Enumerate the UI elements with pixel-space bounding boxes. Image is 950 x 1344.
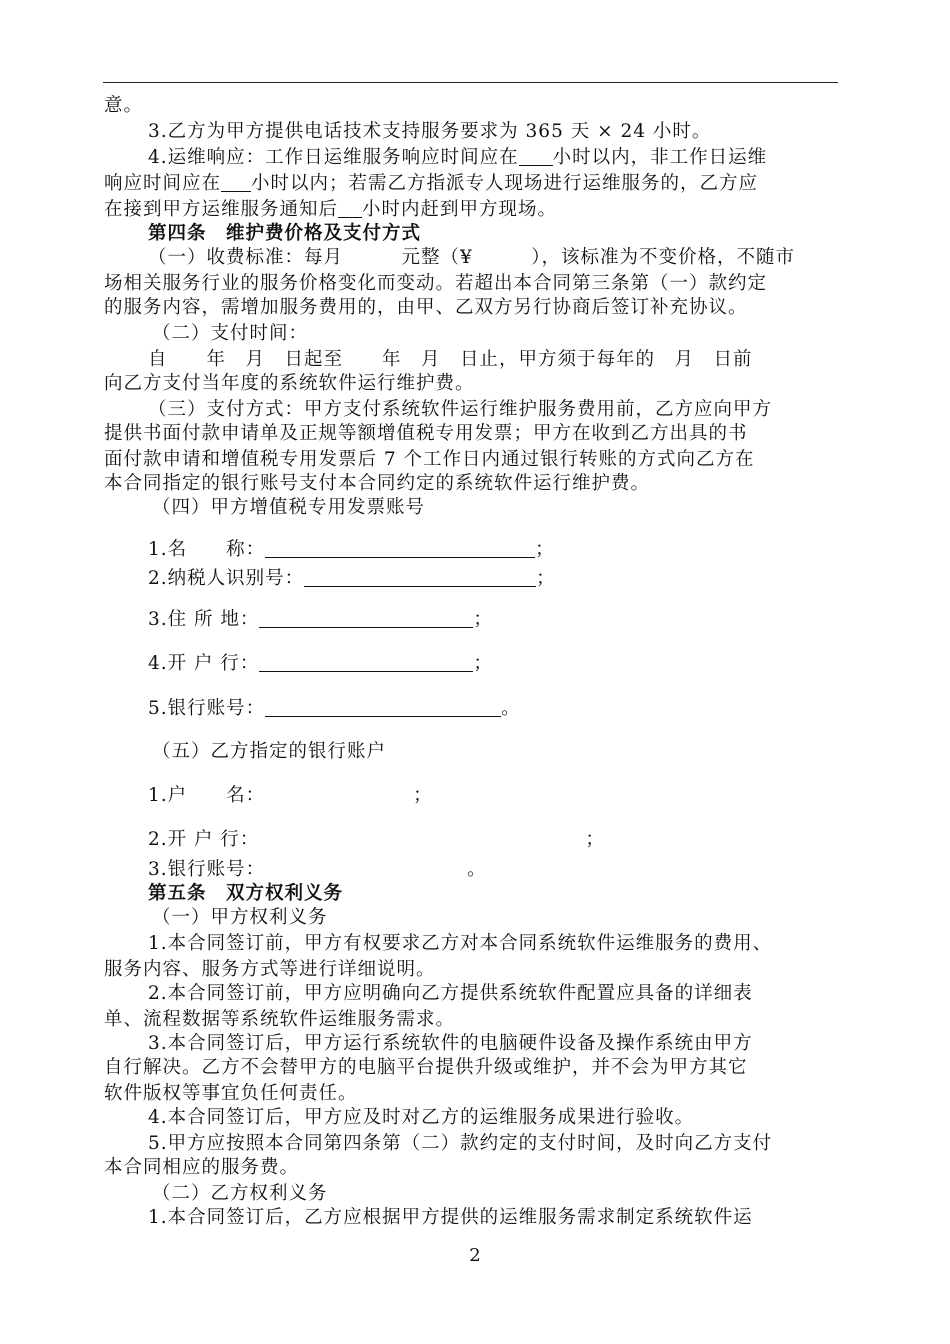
text-line: 本合同相应的服务费。 — [104, 1157, 300, 1178]
section-heading: 第四条 维护费价格及支付方式 — [148, 223, 422, 244]
text-line: 自 年 月 日起至 年 月 日止，甲方须于每年的 月 日前 — [148, 349, 753, 370]
text-line: 软件版权等事宜负任何责任。 — [104, 1083, 358, 1104]
form-field: 4.开 户 行： ； — [148, 653, 493, 674]
form-field: 3.银行账号： 。 — [148, 859, 487, 880]
text-line: 本合同指定的银行账号支付本合同约定的系统软件运行维护费。 — [104, 473, 651, 494]
text-line: 3.乙方为甲方提供电话技术支持服务要求为 365 天 × 24 小时。 — [148, 121, 712, 142]
text-line: 的服务内容，需增加服务费用的，由甲、乙双方另行协商后签订补充协议。 — [104, 297, 748, 318]
header-rule — [103, 82, 838, 83]
text-line: 响应时间应在 小时以内；若需乙方指派专人现场进行运维服务的，乙方应 — [104, 173, 759, 194]
text-line: 1.本合同签订前，甲方有权要求乙方对本合同系统软件运维服务的费用、 — [148, 933, 773, 954]
form-field: 1.户 名： ； — [148, 785, 433, 806]
page-number: 2 — [469, 1245, 481, 1266]
text-line: 3.本合同签订后，甲方运行系统软件的电脑硬件设备及操作系统由甲方 — [148, 1033, 753, 1054]
text-line: 在接到甲方运维服务通知后 小时内赶到甲方现场。 — [104, 199, 558, 220]
text-line: 单、流程数据等系统软件运维服务需求。 — [104, 1009, 456, 1030]
section-heading: 第五条 双方权利义务 — [148, 883, 344, 904]
text-line: 自行解决。乙方不会替甲方的电脑平台提供升级或维护，并不会为甲方其它 — [104, 1057, 748, 1078]
text-line: 5.甲方应按照本合同第四条第（二）款约定的支付时间，及时向乙方支付 — [148, 1133, 773, 1154]
form-field: 5.银行账号： 。 — [148, 698, 521, 719]
text-line: 向乙方支付当年度的系统软件运行维护费。 — [104, 373, 475, 394]
form-field: 3.住 所 地： ； — [148, 609, 493, 630]
text-line: （三）支付方式：甲方支付系统软件运行维护服务费用前，乙方应向甲方 — [148, 399, 773, 420]
subsection-heading: （二）乙方权利义务 — [152, 1183, 328, 1204]
text-line: 4.运维响应：工作日运维服务响应时间应在 小时以内，非工作日运维 — [148, 147, 768, 168]
text-line: 场相关服务行业的服务价格变化而变动。若超出本合同第三条第（一）款约定 — [104, 273, 768, 294]
form-field: 2.开 户 行： ； — [148, 829, 605, 850]
subsection-heading: （四）甲方增值税专用发票账号 — [152, 497, 426, 518]
subsection-heading: （一）甲方权利义务 — [152, 907, 328, 928]
form-field: 2.纳税人识别号： ； — [148, 568, 556, 589]
text-line: 提供书面付款申请单及正规等额增值税专用发票；甲方在收到乙方出具的书 — [104, 423, 748, 444]
text-line: 1.本合同签订后，乙方应根据甲方提供的运维服务需求制定系统软件运 — [148, 1207, 753, 1228]
text-line: 2.本合同签订前，甲方应明确向乙方提供系统软件配置应具备的详细表 — [148, 983, 753, 1004]
form-field: 1.名 称： ； — [148, 539, 555, 560]
subsection-heading: （五）乙方指定的银行账户 — [152, 741, 387, 762]
subsection-heading: （二）支付时间： — [152, 323, 309, 344]
text-line: （一）收费标准：每月 元整（¥ ），该标准为不变价格，不随市 — [148, 247, 796, 268]
text-line: 4.本合同签订后，甲方应及时对乙方的运维服务成果进行验收。 — [148, 1107, 695, 1128]
text-line: 意。 — [104, 95, 144, 116]
text-line: 服务内容、服务方式等进行详细说明。 — [104, 959, 436, 980]
text-line: 面付款申请和增值税专用发票后 7 个工作日内通过银行转账的方式向乙方在 — [104, 449, 755, 470]
